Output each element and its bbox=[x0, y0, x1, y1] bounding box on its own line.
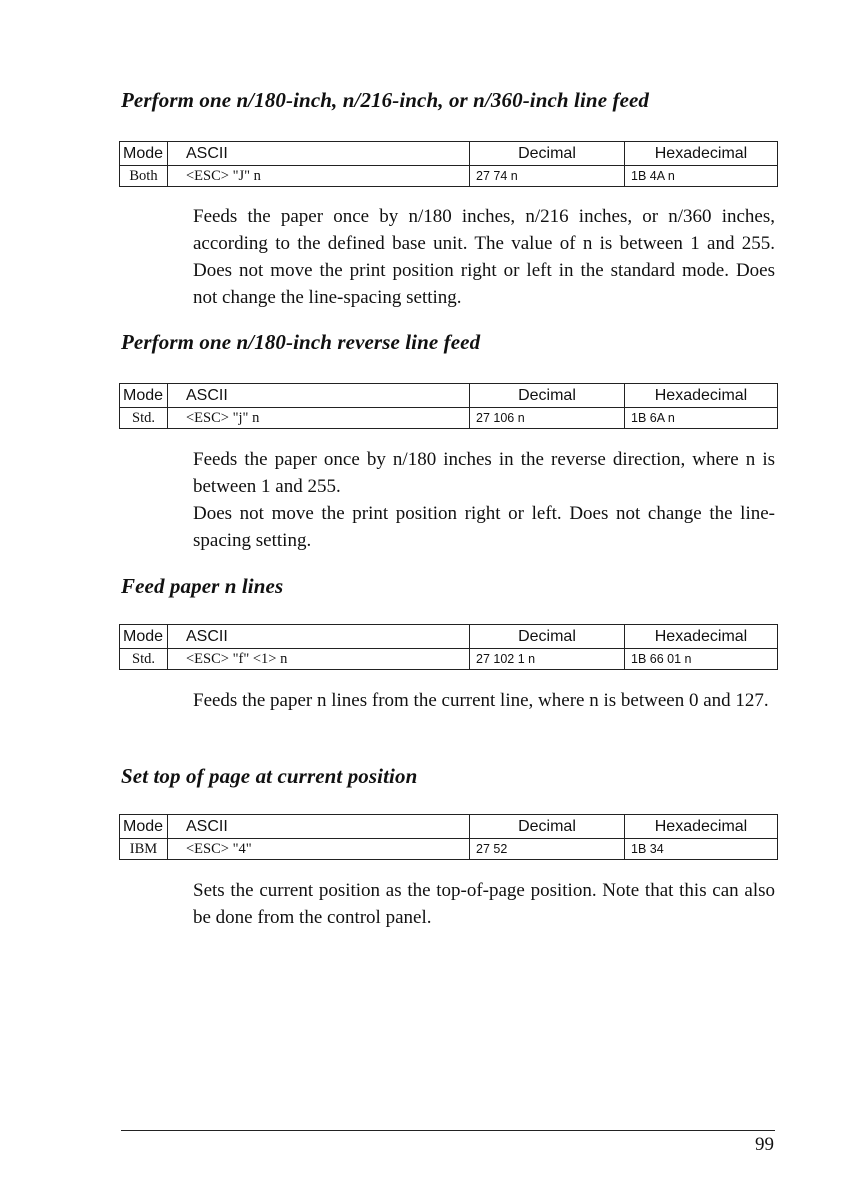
header-decimal: Decimal bbox=[470, 625, 625, 649]
header-ascii: ASCII bbox=[168, 625, 470, 649]
description-paragraph: Feeds the paper n lines from the current line, where n is between 0 and 127. bbox=[193, 690, 769, 711]
header-mode: Mode bbox=[120, 625, 168, 649]
header-decimal: Decimal bbox=[470, 815, 625, 839]
section-description bbox=[193, 203, 775, 311]
cell-ascii: <ESC> "j" n bbox=[168, 408, 470, 429]
cell-ascii: <ESC> "4" bbox=[168, 839, 470, 860]
command-table bbox=[119, 624, 778, 670]
cell-ascii: <ESC> "J" n bbox=[168, 166, 470, 187]
header-ascii: ASCII bbox=[168, 815, 470, 839]
section-heading: Set top of page at current position bbox=[121, 764, 418, 788]
header-mode: Mode bbox=[120, 815, 168, 839]
cell-hex: 1B 66 01 n bbox=[625, 649, 778, 670]
cell-decimal: 27 52 bbox=[470, 839, 625, 860]
cell-hex: 1B 4A n bbox=[625, 166, 778, 187]
cell-ascii: <ESC> "f" <1> n bbox=[168, 649, 470, 670]
section-heading: Perform one n/180-inch, n/216-inch, or n/360-inch line feed bbox=[121, 88, 650, 112]
command-table bbox=[119, 141, 778, 187]
header-decimal: Decimal bbox=[470, 142, 625, 166]
description-paragraph: Feeds the paper once by n/180 inches in the reverse direction, where n is between 1 and 255. bbox=[193, 449, 775, 497]
header-mode: Mode bbox=[120, 384, 168, 408]
header-decimal: Decimal bbox=[470, 384, 625, 408]
cell-hex: 1B 6A n bbox=[625, 408, 778, 429]
section-description bbox=[193, 687, 775, 714]
command-table bbox=[119, 383, 778, 429]
description-paragraph: Feeds the paper once by n/180 inches, n/216 inches, or n/360 inches, according to the defined base unit. The value of n is between 1 and 255. Does not move the print position right or left in the standard mode. Does not change the line-spacing setting. bbox=[193, 206, 775, 308]
cell-mode: Both bbox=[120, 166, 168, 187]
header-hex: Hexadecimal bbox=[625, 142, 778, 166]
description-paragraph: Does not move the print position right or left. Does not change the line-spacing setting. bbox=[193, 503, 775, 551]
section-description bbox=[193, 446, 775, 554]
cell-mode: Std. bbox=[120, 408, 168, 429]
command-table bbox=[119, 814, 778, 860]
header-hex: Hexadecimal bbox=[625, 815, 778, 839]
cell-hex: 1B 34 bbox=[625, 839, 778, 860]
footer-rule bbox=[121, 1130, 775, 1131]
cell-decimal: 27 102 1 n bbox=[470, 649, 625, 670]
header-hex: Hexadecimal bbox=[625, 384, 778, 408]
section-description bbox=[193, 877, 775, 931]
header-ascii: ASCII bbox=[168, 142, 470, 166]
section-heading: Perform one n/180-inch reverse line feed bbox=[121, 330, 481, 354]
cell-decimal: 27 106 n bbox=[470, 408, 625, 429]
header-hex: Hexadecimal bbox=[625, 625, 778, 649]
cell-mode: IBM bbox=[120, 839, 168, 860]
section-heading: Feed paper n lines bbox=[121, 574, 284, 598]
description-paragraph: Sets the current position as the top-of-page position. Note that this can also be done from the control panel. bbox=[193, 880, 775, 928]
header-ascii: ASCII bbox=[168, 384, 470, 408]
header-mode: Mode bbox=[120, 142, 168, 166]
cell-mode: Std. bbox=[120, 649, 168, 670]
cell-decimal: 27 74 n bbox=[470, 166, 625, 187]
page-number: 99 bbox=[755, 1134, 774, 1155]
